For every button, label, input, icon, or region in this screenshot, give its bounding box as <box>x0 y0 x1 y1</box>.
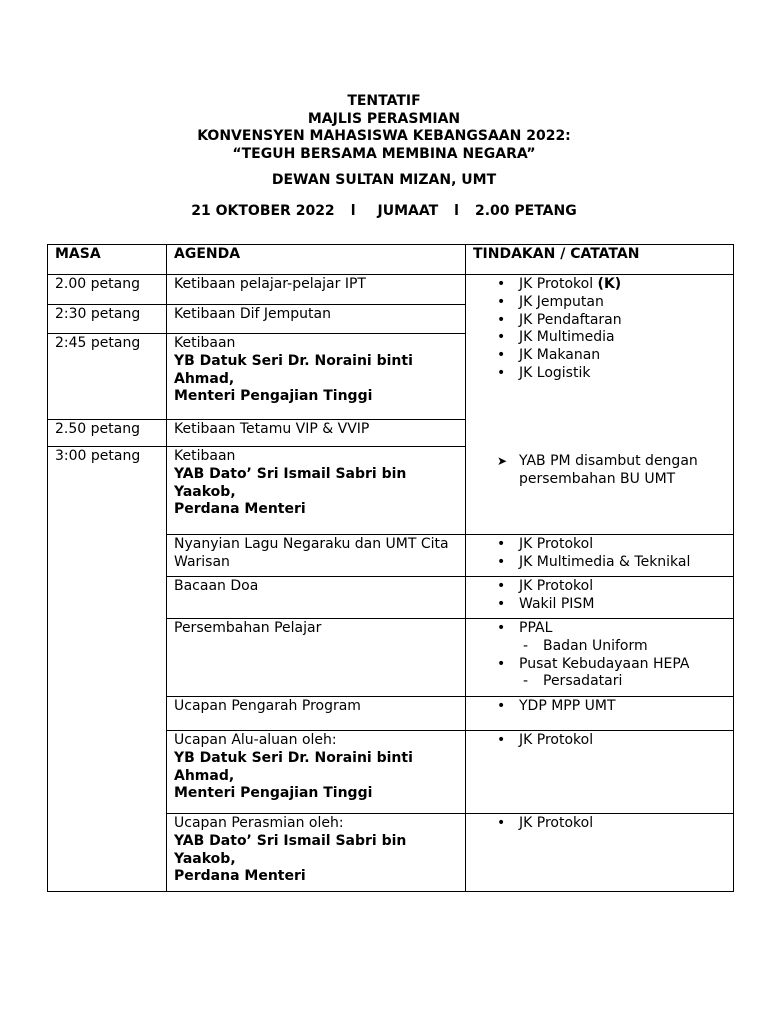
list-item: • JK Multimedia & Teknikal <box>473 554 727 572</box>
agenda-vip-name: YAB Dato’ Sri Ismail Sabri bin <box>174 832 407 849</box>
document-header <box>0 93 768 220</box>
agenda-cell <box>166 333 466 420</box>
tindakan-cell <box>465 696 734 731</box>
list-item: • JK Protokol <box>473 732 727 750</box>
agenda-vip-name: YB Datuk Seri Dr. Noraini binti <box>174 749 413 766</box>
sub-list-item: - Persadatari <box>473 673 727 691</box>
agenda-cell <box>166 274 466 305</box>
agenda-vip-name: Ahmad, <box>174 370 235 387</box>
tindakan-cell <box>465 618 734 697</box>
lead-marker: (K) <box>597 276 622 292</box>
agenda-vip-name: Yaakob, <box>174 850 236 867</box>
tindakan-cell <box>465 730 734 814</box>
tindakan-cell <box>465 576 734 619</box>
agenda-cell <box>166 696 466 731</box>
time-cell: 3:00 petang <box>47 446 167 892</box>
agenda-vip-name: YB Datuk Seri Dr. Noraini binti <box>174 352 413 369</box>
list-item: • JK Pendaftaran <box>473 312 727 330</box>
time-cell: 2.00 petang <box>47 274 167 305</box>
agenda-cell <box>166 419 466 447</box>
agenda-text: Ketibaan Dif Jemputan <box>174 306 331 322</box>
title-event: KONVENSYEN MAHASISWA KEBANGSAAN 2022: <box>197 128 571 144</box>
agenda-text: Warisan <box>174 553 230 570</box>
agenda-text: Nyanyian Lagu Negaraku dan UMT Cita <box>174 536 449 552</box>
schedule-table <box>47 244 734 892</box>
agenda-cell <box>166 730 466 814</box>
title-theme: “TEGUH BERSAMA MEMBINA NEGARA” <box>232 145 536 162</box>
list-item: • JK Makanan <box>473 347 727 365</box>
list-item: • JK Protokol <box>473 578 727 596</box>
title-majlis: MAJLIS PERASMIAN <box>307 110 461 127</box>
list-item: • Wakil PISM <box>473 596 727 614</box>
agenda-vip-title: Perdana Menteri <box>174 868 306 885</box>
agenda-cell <box>166 304 466 334</box>
arrow-bullet-icon: ➤ <box>497 453 508 468</box>
list-item: • YDP MPP UMT <box>473 698 727 716</box>
agenda-intro: Ucapan Alu-aluan oleh: <box>174 732 337 748</box>
separator: l <box>454 202 459 219</box>
committee-list <box>473 276 727 383</box>
list-item: • JK Multimedia <box>473 329 727 347</box>
list-item: • JK Jemputan <box>473 294 727 312</box>
list-item: • JK Protokol <box>473 815 727 833</box>
agenda-vip-name: Ahmad, <box>174 767 235 784</box>
agenda-text: Ketibaan Tetamu VIP & VVIP <box>174 421 370 437</box>
agenda-cell <box>166 576 466 619</box>
tindakan-cell <box>465 534 734 577</box>
tindakan-cell <box>465 274 734 535</box>
date-line <box>0 203 768 221</box>
time: 2.00 PETANG <box>474 202 577 219</box>
header-agenda: AGENDA <box>166 244 466 275</box>
agenda-intro: Ketibaan <box>174 335 236 351</box>
list-item: • JK Logistik <box>473 365 727 383</box>
agenda-text: Ucapan Pengarah Program <box>174 698 361 714</box>
agenda-text: Persembahan Pelajar <box>174 620 322 636</box>
agenda-vip-title: Menteri Pengajian Tinggi <box>174 388 373 405</box>
agenda-vip-name: YAB Dato’ Sri Ismail Sabri bin <box>174 465 407 482</box>
venue: DEWAN SULTAN MIZAN, UMT <box>271 172 497 188</box>
agenda-vip-name: Yaakob, <box>174 483 236 500</box>
arrow-note: ➤ YAB PM disambut dengan persembahan BU UMT <box>497 452 698 487</box>
agenda-text: Ketibaan pelajar-pelajar IPT <box>174 276 366 292</box>
agenda-cell <box>166 813 466 892</box>
time-cell: 2:45 petang <box>47 333 167 420</box>
agenda-vip-title: Perdana Menteri <box>174 501 306 518</box>
header-tindakan: TINDAKAN / CATATAN <box>465 244 734 275</box>
agenda-text: Bacaan Doa <box>174 578 259 594</box>
agenda-vip-title: Menteri Pengajian Tinggi <box>174 785 373 802</box>
agenda-cell <box>166 534 466 577</box>
list-item: • JK Protokol <box>473 536 727 554</box>
sub-list-item: - Badan Uniform <box>473 638 727 656</box>
list-item: • Pusat Kebudayaan HEPA <box>473 656 727 674</box>
tindakan-cell <box>465 813 734 892</box>
agenda-intro: Ketibaan <box>174 448 236 464</box>
separator: l <box>350 202 356 219</box>
date: 21 OKTOBER 2022 <box>191 202 335 219</box>
header-masa: MASA <box>47 244 167 275</box>
agenda-cell <box>166 618 466 697</box>
time-cell: 2:30 petang <box>47 304 167 334</box>
agenda-intro: Ucapan Perasmian oleh: <box>174 815 344 831</box>
agenda-cell <box>166 446 466 535</box>
title-tentatif: TENTATIF <box>347 93 421 109</box>
time-cell: 2.50 petang <box>47 419 167 447</box>
list-item: • JK Protokol (K) <box>473 276 727 294</box>
list-item: • PPAL <box>473 620 727 638</box>
day: JUMAAT <box>377 202 439 219</box>
